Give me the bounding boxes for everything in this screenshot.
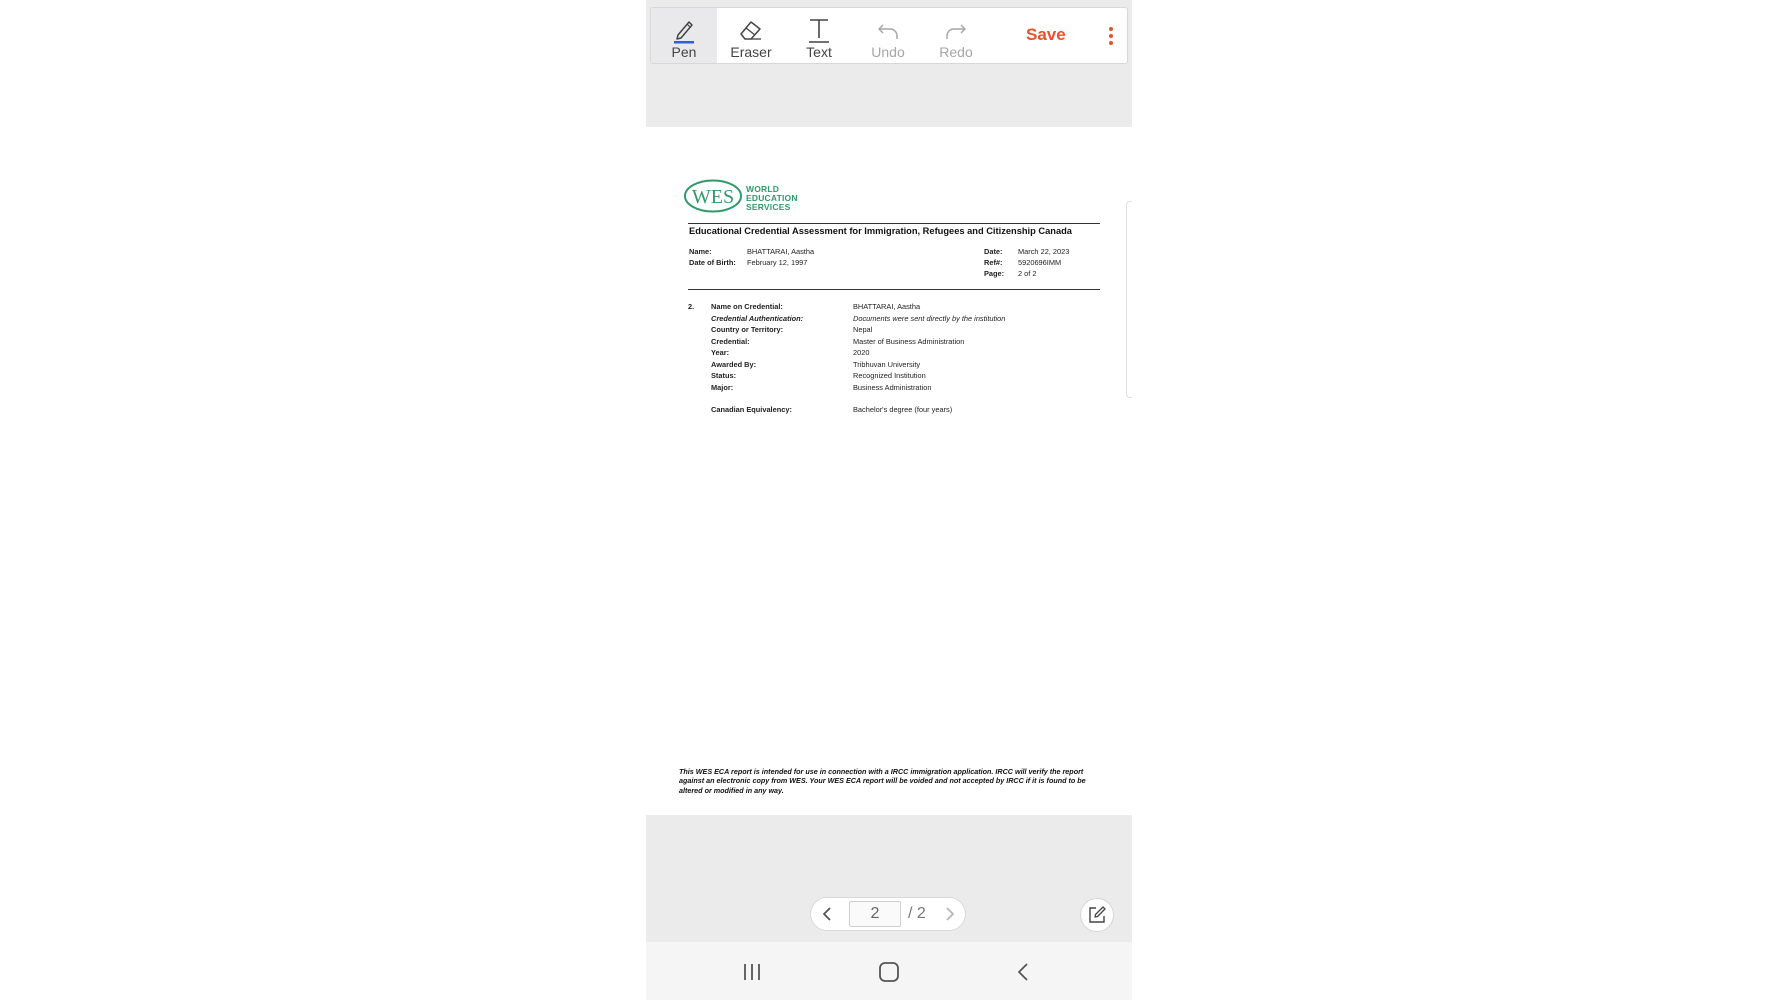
credential-number: 2. — [688, 302, 695, 311]
document-page: WES WORLD EDUCATION SERVICES Educational Credential Assessment for Immigration, Refugees and Citizenship Canada Name: BHATTARAI, Aastha Date of Birth: February 12, 1997 Date: March 22, 2023 Ref#: 5920696IMM Page: 2 of 2 2. Name on Credential: BHATTARAI, Aastha Credential Authentication: Documents were sent directly by the institution Country or Territory: Nepal Credential: Master of Business Administration Year: 2020 Awarded By: Tribhuvan University Status: Recognized Institution Major: Business Administration Canadian Equivalency: Bachelor's degree (four years) This WES ECA report is intended for use in connection with a IRCC immigration application. IRCC will verify the report against an electronic copy from WES. Your WES ECA report will be voided and not accepted by IRCC if it is found to be altered or modified in any way. — [646, 127, 1132, 815]
back-icon — [1012, 960, 1036, 984]
undo-icon — [875, 16, 901, 44]
next-page-button[interactable] — [941, 906, 957, 922]
undo-button[interactable] — [855, 8, 921, 63]
more-options-button[interactable] — [1105, 24, 1117, 48]
annotation-toolbar — [650, 7, 1128, 64]
wes-logo — [684, 179, 744, 218]
eraser-tool-button[interactable] — [718, 8, 784, 63]
redo-label: Redo — [939, 44, 973, 60]
eraser-tool-label: Eraser — [730, 44, 772, 60]
redo-icon — [943, 16, 969, 44]
divider — [688, 223, 1100, 224]
document-title: Educational Credential Assessment for Immigration, Refugees and Citizenship Canada — [689, 226, 1072, 236]
name-field: Name: BHATTARAI, Aastha — [689, 247, 815, 256]
date-field: Date: March 22, 2023 — [984, 247, 1070, 256]
page-field: Page: 2 of 2 — [984, 269, 1037, 278]
text-tool-button[interactable] — [786, 8, 852, 63]
previous-page-button[interactable] — [820, 906, 836, 922]
wes-logo-text: WORLD EDUCATION SERVICES — [746, 184, 798, 212]
back-button[interactable] — [1012, 960, 1036, 984]
bottom-controls-area — [646, 815, 1132, 1000]
text-tool-label: Text — [806, 44, 832, 60]
text-icon — [806, 16, 832, 44]
chevron-left-icon — [820, 906, 836, 922]
svg-text:WES: WES — [691, 186, 735, 208]
ref-field: Ref#: 5920696IMM — [984, 258, 1062, 267]
undo-label: Undo — [871, 44, 905, 60]
phone-screen — [646, 0, 1132, 1000]
divider — [688, 289, 1100, 290]
pen-tool-button[interactable] — [651, 8, 717, 63]
recents-icon — [740, 960, 764, 984]
top-toolbar-area — [646, 0, 1132, 127]
chevron-right-icon — [941, 906, 957, 922]
page-navigator — [810, 897, 966, 931]
redo-button[interactable] — [923, 8, 989, 63]
home-icon — [877, 960, 901, 984]
save-button[interactable]: Save — [1026, 25, 1066, 44]
eraser-icon — [737, 16, 765, 44]
system-navigation-bar — [646, 942, 1132, 1000]
edit-document-icon — [1087, 905, 1107, 925]
page-number-input[interactable] — [849, 901, 901, 927]
more-vertical-icon — [1105, 24, 1117, 48]
pen-icon — [671, 16, 697, 44]
disclaimer-text: This WES ECA report is intended for use in connection with a IRCC immigration application. IRCC will verify the report against an electronic copy from WES. Your WES ECA report will be voided and not accepted by IRCC if it is found to be altered or modified in any way. — [679, 767, 1086, 795]
page-total: / 2 — [908, 905, 926, 922]
pen-tool-label: Pen — [671, 44, 697, 60]
dob-field: Date of Birth: February 12, 1997 — [689, 258, 808, 267]
scroll-handle[interactable] — [1126, 201, 1132, 398]
edit-document-button[interactable] — [1080, 898, 1114, 932]
home-button[interactable] — [877, 960, 901, 984]
recents-button[interactable] — [740, 960, 764, 984]
